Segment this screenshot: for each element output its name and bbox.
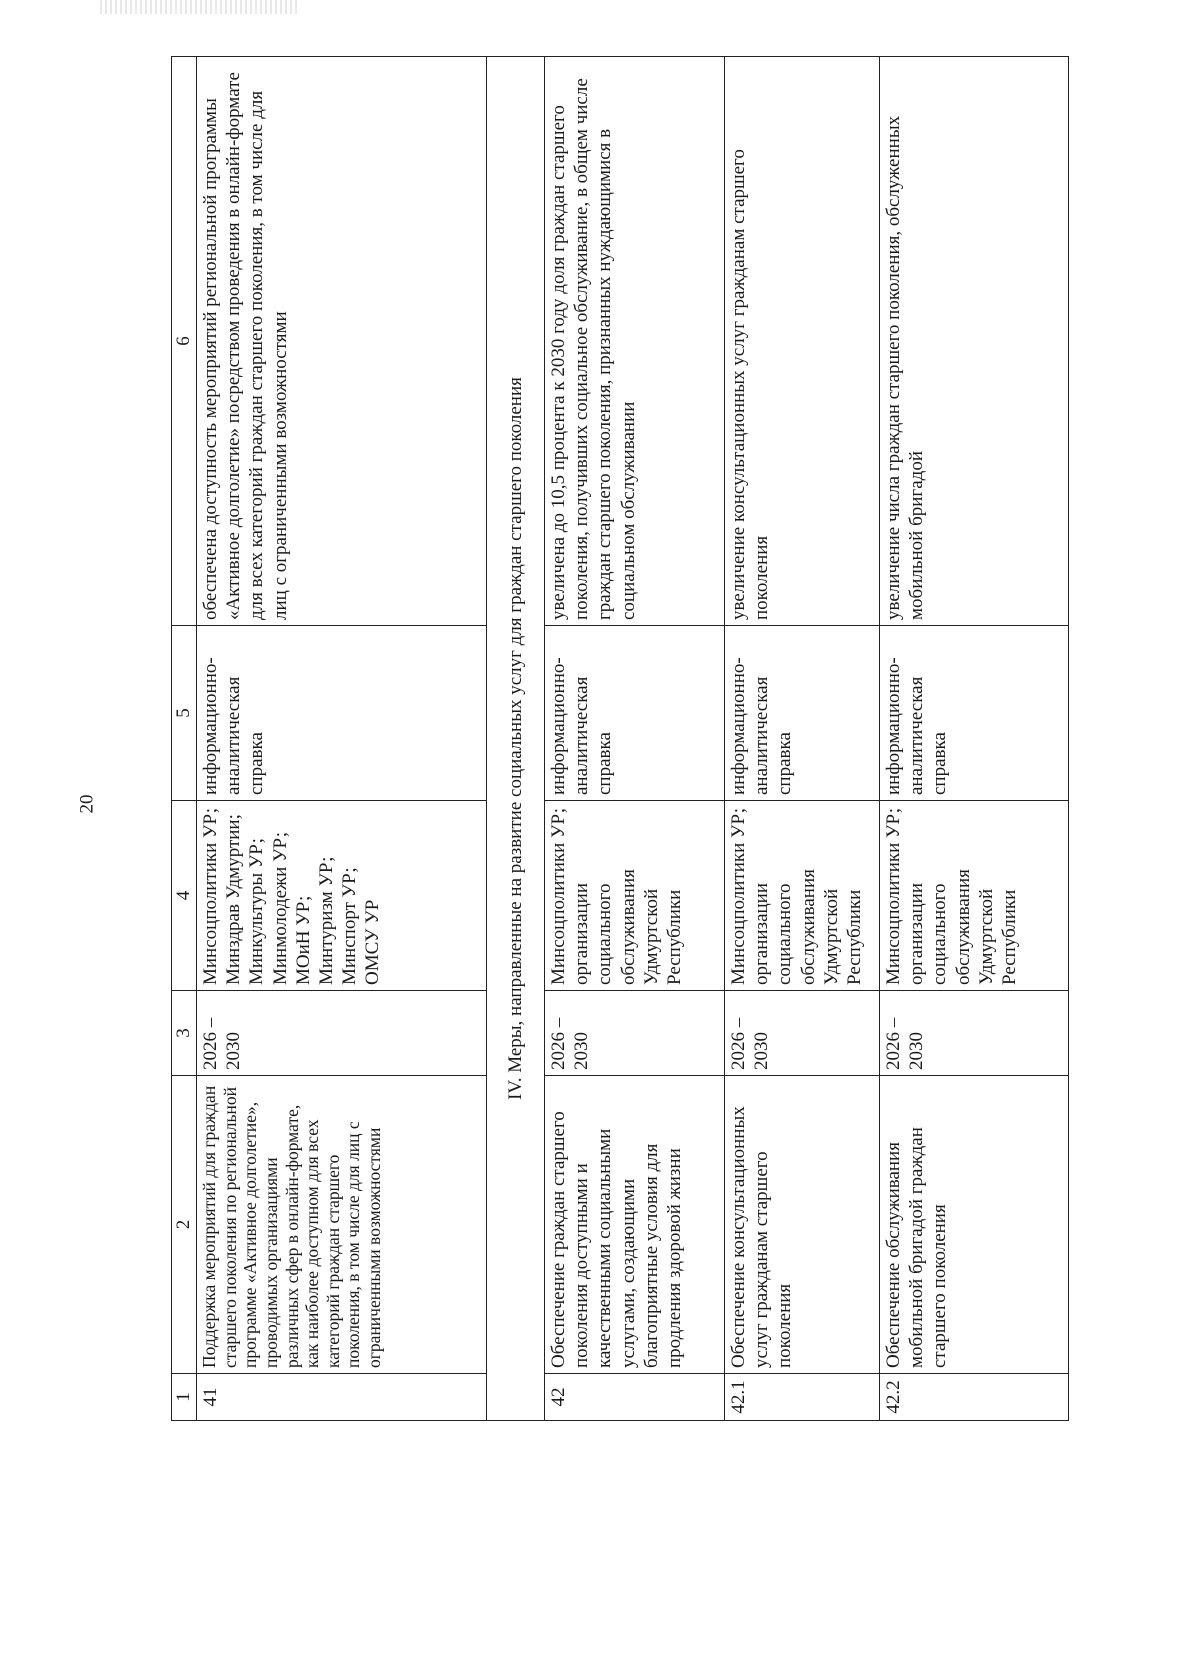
row-number: 42 — [545, 1374, 725, 1421]
executor: организации социального обслуживания Удмуртской Республики — [906, 869, 1020, 985]
executor: Минкультуры УР; — [246, 838, 268, 985]
executor: Минсоцполитики УР; — [883, 807, 904, 985]
row-number: 42.2 — [880, 1374, 1069, 1421]
executor: Минсоцполитики УР; — [728, 807, 749, 985]
executor: Минздрав Удмуртии; — [223, 814, 245, 985]
result-cell: обеспечена доступность мероприятий региональной программы «Активное долголетие» посредством проведения в онлайн-формате для всех категорий граждан старшего поколения, в том числе для лиц с ограниченными возможностями — [197, 57, 487, 626]
executor: Минсоцполитики УР; — [548, 807, 569, 985]
executor: Минмолодежи УР; — [269, 831, 291, 985]
section-row — [487, 57, 545, 1421]
executor: организации социального обслуживания Удмуртской Республики — [571, 869, 685, 985]
period-cell: 2026 – 2030 — [880, 991, 1069, 1076]
executors-cell — [545, 801, 725, 991]
section-title: IV. Меры, направленные на развитие социальных услуг для граждан старшего поколения — [487, 57, 545, 1421]
executor: Минтуризм УР; — [315, 856, 337, 985]
rotated-page-content — [171, 57, 1069, 1421]
executor: Минсоцполитики УР; — [200, 807, 221, 985]
report-cell: информационно-аналитическая справка — [545, 626, 725, 801]
header-cell: 6 — [172, 57, 197, 626]
report-cell: информационно-аналитическая справка — [880, 626, 1069, 801]
measures-table — [171, 56, 1069, 1421]
result-cell: увеличена до 10,5 процента к 2030 году доля граждан старшего поколения, получивших социальное обслуживание, в общем числе граждан старшего поколения, признанных нуждающимися в социальном обслуживании — [545, 57, 725, 626]
measure-cell: Обеспечение консультационных услуг гражданам старшего поколения — [725, 1076, 880, 1374]
table-row — [197, 57, 487, 1421]
row-number: 41 — [197, 1374, 487, 1421]
header-cell: 5 — [172, 626, 197, 801]
table-row — [725, 57, 880, 1421]
measure-cell: Обеспечение граждан старшего поколения доступными и качественными социальными услугами, создающими благоприятные условия для продления здоровой жизни — [545, 1076, 725, 1374]
header-cell: 3 — [172, 991, 197, 1076]
page-number: 20 — [76, 794, 98, 814]
executor: организации социального обслуживания Удмуртской Республики — [751, 869, 865, 985]
report-cell: информационно-аналитическая справка — [197, 626, 487, 801]
header-cell: 4 — [172, 801, 197, 991]
table-row — [545, 57, 725, 1421]
result-cell: увеличение консультационных услуг гражданам старшего поколения — [725, 57, 880, 626]
header-cell: 2 — [172, 1076, 197, 1374]
result-cell: увеличение числа граждан старшего поколения, обслуженных мобильной бригадой — [880, 57, 1069, 626]
header-cell: 1 — [172, 1374, 197, 1421]
executor: ОМСУ УР — [362, 899, 384, 985]
header-row — [172, 57, 197, 1421]
executor: МОиН УР; — [292, 895, 314, 985]
executors-cell — [725, 801, 880, 991]
period-cell: 2026 – 2030 — [197, 991, 487, 1076]
table-row — [880, 57, 1069, 1421]
scan-noise — [100, 0, 300, 14]
row-number: 42.1 — [725, 1374, 880, 1421]
report-cell: информационно-аналитическая справка — [725, 626, 880, 801]
executors-cell — [197, 801, 487, 991]
measure-cell: Поддержка мероприятий для граждан старшего поколения по региональной программе «Активное долголетие», проводимых организациями различных сфер в онлайн-формате, как наиболее доступном для всех категорий граждан старшего поколения, в том числе для лиц с ограниченными возможностями — [197, 1076, 487, 1374]
executor: Минспорт УР; — [339, 867, 361, 985]
period-cell: 2026 – 2030 — [545, 991, 725, 1076]
period-cell: 2026 – 2030 — [725, 991, 880, 1076]
executors-cell — [880, 801, 1069, 991]
measure-cell: Обеспечение обслуживания мобильной бригадой граждан старшего поколения — [880, 1076, 1069, 1374]
